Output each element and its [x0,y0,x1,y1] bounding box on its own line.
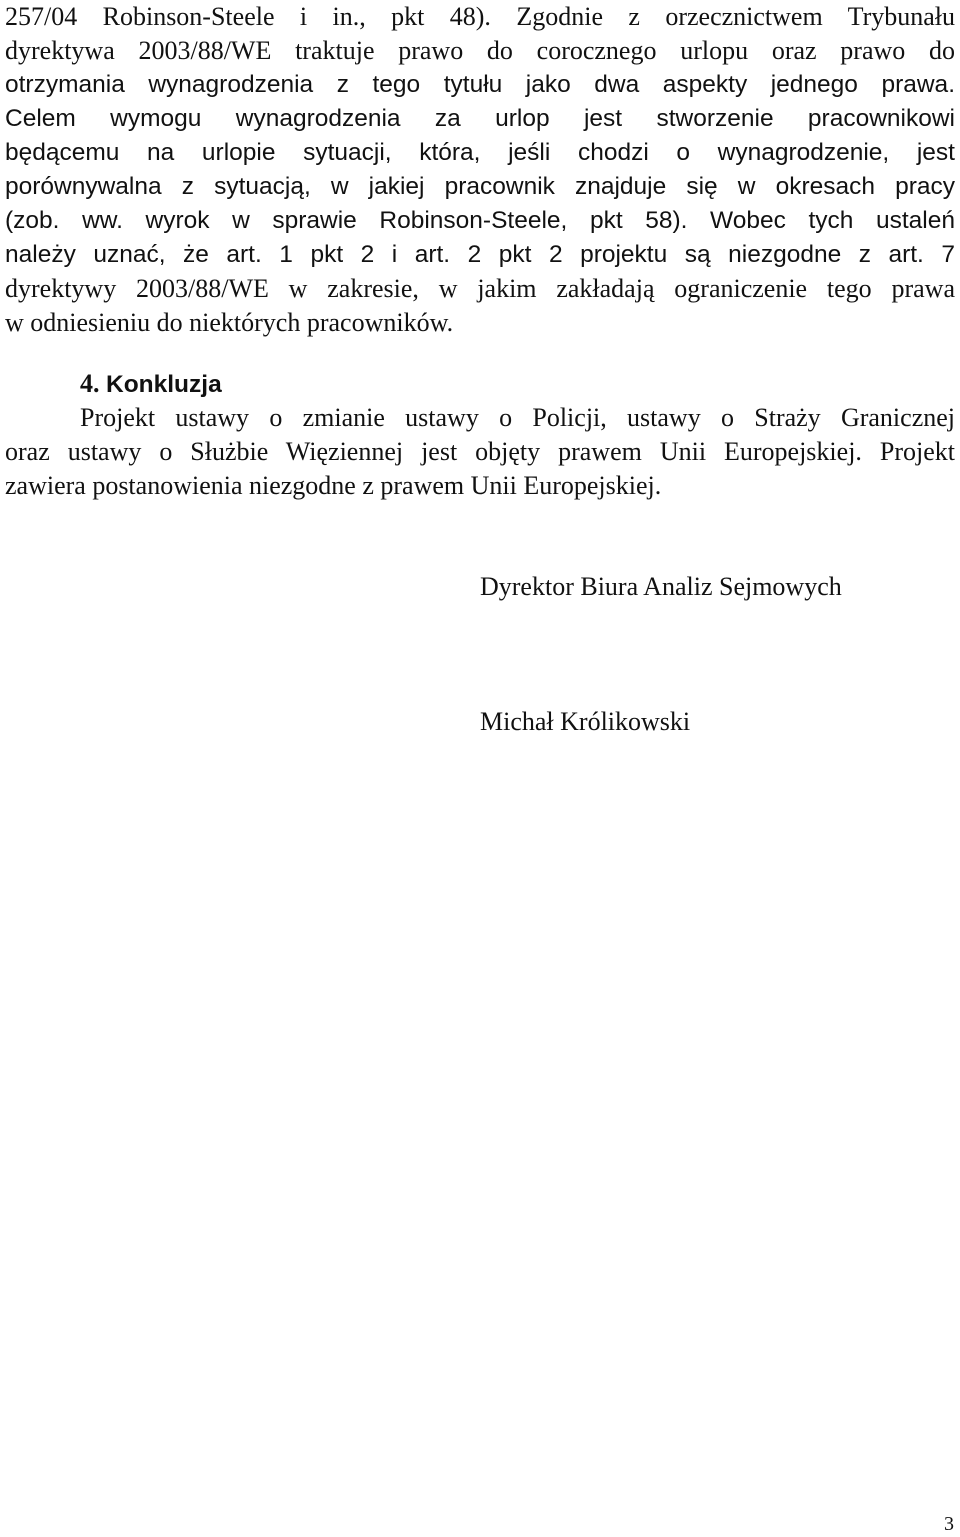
paragraph-line: dyrektywa 2003/88/WE traktuje prawo do corocznego urlopu oraz prawo do [5,36,955,65]
signature-name: Michał Królikowski [480,707,691,736]
section-number: 4. [80,369,100,398]
signature-role: Dyrektor Biura Analiz Sejmowych [480,572,842,601]
conclusion-line: Projekt ustawy o zmianie ustawy o Policji, ustawy o Straży Granicznej [80,403,955,432]
conclusion-line: oraz ustawy o Służbie Więziennej jest objęty prawem Unii Europejskiej. Projekt [5,437,955,466]
paragraph-line: dyrektywy 2003/88/WE w zakresie, w jakim zakładają ograniczenie tego prawa [5,274,955,303]
paragraph-line: porównywalna z sytuacją, w jakiej pracownik znajduje się w okresach pracy [5,173,955,200]
paragraph-line: 257/04 Robinson-Steele i in., pkt 48). Zgodnie z orzecznictwem Trybunału [5,2,955,31]
conclusion-line: zawiera postanowienia niezgodne z prawem Unii Europejskiej. [5,471,662,500]
section-heading [5,367,955,401]
paragraph-line: (zob. ww. wyrok w sprawie Robinson-Steele, pkt 58). Wobec tych ustaleń [5,207,955,234]
paragraph-line: należy uznać, że art. 1 pkt 2 i art. 2 pkt 2 projektu są niezgodne z art. 7 [5,241,955,268]
paragraph-line: będącemu na urlopie sytuacji, która, jeśli chodzi o wynagrodzenie, jest [5,139,955,166]
page-number: 3 [944,1513,954,1535]
section-title: Konkluzja [106,371,222,398]
paragraph-line: otrzymania wynagrodzenia z tego tytułu jako dwa aspekty jednego prawa. [5,71,955,98]
paragraph-line: Celem wymogu wynagrodzenia za urlop jest stworzenie pracownikowi [5,105,955,132]
paragraph-line: w odniesieniu do niektórych pracowników. [5,308,454,337]
section-conclusion [5,367,955,503]
body-paragraph [5,0,955,340]
